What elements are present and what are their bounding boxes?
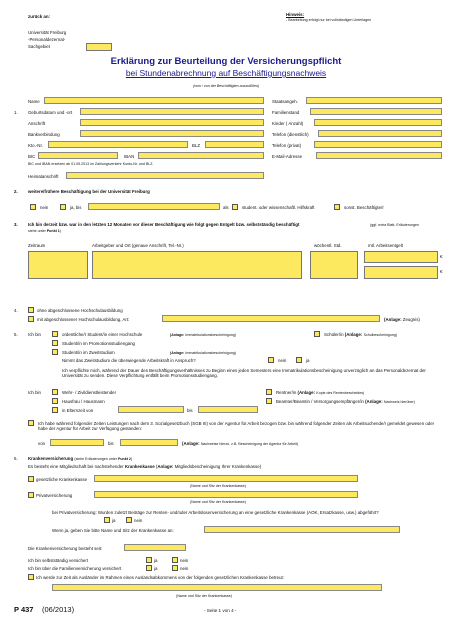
checkbox-nein[interactable] — [30, 204, 36, 210]
address-line: -Personaldezernat- — [28, 37, 66, 42]
checkbox-ja[interactable] — [296, 357, 302, 363]
children-field[interactable] — [314, 119, 442, 126]
wenn-ja-label: Wenn ja, geben Sie bitte Name und Sitz der Krankenkasse an: — [52, 528, 174, 533]
als-label: als — [223, 205, 229, 210]
address-field[interactable] — [80, 119, 264, 126]
bis-label: bis — [187, 408, 193, 413]
marital-field[interactable] — [310, 108, 442, 115]
checkbox-familie-ja[interactable] — [146, 565, 152, 571]
page-number: - Seite 1 von 4 - — [204, 608, 237, 613]
student-anlage: (Anlage: Immatrikulationsbescheinigung) — [170, 333, 236, 337]
section-number: 4. — [14, 308, 18, 313]
name-sitz-caption: (Name und Sitz der Krankenkasse) — [190, 484, 246, 488]
pv-ja-label: ja — [112, 518, 116, 523]
familie-ja-label: ja — [154, 566, 158, 571]
home-address-field[interactable] — [66, 172, 264, 179]
student-hilfskraft-label: student. oder wissenschaftl. Hilfskraft — [242, 205, 315, 210]
privat-label: Privatversicherung — [36, 493, 73, 498]
besteht-seit-field[interactable] — [124, 544, 186, 551]
checkbox-schueler[interactable] — [314, 331, 320, 337]
email-label: E-Mail-Adresse — [272, 154, 303, 159]
name-sitz-caption: (Name und Sitz der Krankenkasse) — [176, 594, 232, 598]
entgelt-field[interactable] — [364, 251, 438, 263]
wehrdienst-label: Wehr- / Zivildienstleistender — [62, 390, 117, 395]
form-date: (06/2013) — [42, 605, 75, 614]
sonst-label: sonst. Beschäftigte/r — [344, 205, 384, 210]
section-3-note2: siehe unter Punkt 1) — [28, 229, 61, 233]
selbst-label: Ich bin selbstständig versichert — [28, 558, 89, 563]
bis-date-field[interactable] — [88, 203, 220, 210]
checkbox-gesetzlich[interactable] — [28, 476, 34, 482]
nationality-label: Staatsangeh. — [272, 99, 298, 104]
checkbox-mit-hochschule[interactable] — [28, 316, 34, 322]
hinweis-text: - Bearbeitung erfolgt nur bei vollständigen Unterlagen — [286, 18, 372, 22]
promotion-label: Student/in im Promotionsstudiengang — [62, 341, 135, 346]
section-3-title: Ich bin derzeit bzw. war in den letzten 12 Monaten vor dieser Beschäftigung wie folgt gegen Entgelt bzw. selbstständig beschäftigt — [28, 222, 300, 227]
bank-label: Bankverbindung — [28, 132, 60, 137]
section-number: 1. — [14, 110, 18, 115]
checkbox-pv-nein[interactable] — [126, 517, 132, 523]
account-field[interactable] — [48, 141, 188, 148]
checkbox-ja-bis[interactable] — [60, 204, 66, 210]
phone-private-field[interactable] — [314, 141, 442, 148]
ja-label: ja — [306, 358, 310, 363]
checkbox-privat[interactable] — [28, 492, 34, 498]
pv-nein-label: nein — [134, 518, 143, 523]
beamter-label: Beamter/Beamtin / Versorgungsempfänger/in (Anlage: Nachweis hierüber) — [276, 399, 415, 404]
pv-text: bei Privatversicherung: Wurden zuletzt Beiträge zur Renten- und/oder Arbeitslosenversicherung an eine gesetzliche Krankenkasse (AOK, Ersatzkasse, usw.) abgeführt? — [52, 510, 379, 515]
zeugnis-anlage: (Anlage: Zeugnis) — [384, 317, 420, 322]
zeitraum-field[interactable] — [28, 251, 88, 279]
checkbox-sonst[interactable] — [334, 204, 340, 210]
page-title: Erklärung zur Beurteilung der Versicherungspflicht — [110, 56, 342, 67]
checkbox-beamter[interactable] — [266, 398, 272, 404]
name-label: Name — [28, 99, 40, 104]
ich-bin-label-2: Ich bin — [28, 390, 41, 395]
bis-label: bis — [108, 441, 114, 446]
col-arbeitgeber: Arbeitgeber und Ort (genaue Anschrift, Tel.-Nr.) — [92, 243, 184, 248]
sachgebiet-field[interactable] — [86, 43, 112, 51]
section-number: 3. — [14, 222, 18, 227]
section-number: 5. — [14, 332, 18, 337]
bic-field[interactable] — [38, 152, 118, 159]
phone-work-label: Telefon (dienstlich) — [272, 132, 309, 137]
checkbox-selbst-nein[interactable] — [172, 557, 178, 563]
blz-field[interactable] — [205, 141, 264, 148]
alo-anlage: (Anlage: Nachweise hierzu, z.B. Bescheinigung der Agentur für Arbeit) — [182, 441, 299, 446]
zweitstudium-frage: Nimmt das Zweitstudium die überwiegende Arbeitskraft in Anspruch? — [62, 358, 196, 363]
section-number: 6. — [14, 456, 18, 461]
zweitstudium-label: Student/in im Zweitstudium — [62, 350, 115, 355]
pflicht-text: Ich verpflichte mich, während der Dauer des Beschäftigungsverhältnisses zu Beginn eines jeden Semesters eine Immatrikulationsbescheinigung unverzüglich an das Personaldezernat der Universität zu senden. Diese Verpflichtung entfällt beim Promotionsstudiengang. — [62, 368, 426, 379]
name-field[interactable] — [44, 97, 264, 104]
nationality-field[interactable] — [306, 97, 442, 104]
section-6-title: Krankenversicherung (siehe Erläuterungen unter Punkt 2) — [28, 456, 133, 461]
checkbox-zweitstudium[interactable] — [52, 349, 58, 355]
familie-label: Ich bin über die Familienversicherung versichert — [28, 566, 122, 571]
gesetzlich-label: gesetzliche Krankenkasse — [36, 477, 88, 482]
hochschule-art-field[interactable] — [162, 315, 380, 322]
blz-label: BLZ — [192, 143, 201, 148]
fill-note: (vom / von der Beschäftigten auszufüllen) — [192, 84, 260, 88]
privat-field[interactable] — [94, 491, 358, 498]
checkbox-promotion[interactable] — [52, 340, 58, 346]
entgelt-field-2[interactable] — [364, 266, 438, 279]
wenn-ja-field[interactable] — [204, 526, 400, 533]
nein-label: nein — [40, 205, 49, 210]
iban-label: IBAN — [124, 154, 135, 159]
schueler-label: Schüler/in (Anlage: Schulbescheinigung) — [324, 332, 397, 337]
elternzeit-von-field[interactable] — [118, 406, 184, 413]
form-number: P 437 — [14, 605, 34, 614]
bic-label: BIC — [28, 154, 36, 159]
checkbox-pv-ja[interactable] — [104, 517, 110, 523]
birth-label: Geburtsdatum und -ort — [28, 110, 73, 115]
checkbox-hausfrau[interactable] — [52, 398, 58, 404]
checkbox-selbst-ja[interactable] — [146, 557, 152, 563]
section-number: 2. — [14, 189, 18, 194]
phone-private-label: Telefon (privat) — [272, 143, 302, 148]
arbeitgeber-field[interactable] — [92, 251, 302, 279]
checkbox-wehrdienst[interactable] — [52, 389, 58, 395]
account-label: Kto.-Nr. — [28, 143, 43, 148]
ausland-field[interactable] — [52, 584, 382, 591]
checkbox-familie-nein[interactable] — [172, 565, 178, 571]
address-line: Sachgebiet — [28, 44, 50, 49]
arbeitslos-text: Ich habe während folgender Zeiten Leistungen nach dem 3. Sozialgesetzbuch (SGB III) von der Agentur für Arbeit bezogen bzw. bin während folgender Zeiten als Arbeitsuchende/r gemeldet gewesen oder habe der Agentur für Arbeit zur Verfügung gestanden: — [38, 421, 435, 432]
hinweis-title: Hinweis: — [286, 12, 305, 17]
ja-bis-label: ja, bis — [70, 205, 82, 210]
iban-note: BIC und IBAN ersetzen ab 01.05.2013 im Zahlungsverkehr Konto-Nr. und BLZ. — [28, 162, 154, 166]
col-stunden: wöchentl. Std. — [314, 243, 342, 248]
iban-field[interactable] — [138, 152, 264, 159]
checkbox-rentner[interactable] — [266, 389, 272, 395]
address-line: Universität Freiburg — [28, 30, 67, 35]
home-address-label: Heimatanschrift — [28, 174, 59, 179]
section-3-note: (ggf. extra Blatt, Erläuterungen — [370, 223, 419, 227]
email-field[interactable] — [316, 152, 442, 159]
nein-label: nein — [278, 358, 287, 363]
phone-work-field[interactable] — [318, 130, 442, 137]
besteht-seit-label: Die Krankenversicherung besteht seit: — [28, 546, 103, 551]
stunden-field[interactable] — [310, 251, 358, 279]
hausfrau-label: Hausfrau / Hausmann — [62, 399, 105, 404]
student-label: ordentliche/r Student/in einer Hochschule — [62, 332, 143, 337]
children-label: Kinder ( Anzahl) — [272, 121, 304, 126]
checkbox-elternzeit[interactable] — [52, 407, 58, 413]
checkbox-student-hilfskraft[interactable] — [232, 204, 238, 210]
checkbox-ohne-hochschule[interactable] — [28, 307, 34, 313]
elternzeit-bis-field[interactable] — [198, 406, 258, 413]
gesetzlich-field[interactable] — [94, 475, 358, 482]
von-label: von — [38, 441, 46, 446]
checkbox-ausland[interactable] — [28, 574, 34, 580]
birth-field[interactable] — [80, 108, 264, 115]
checkbox-student[interactable] — [52, 331, 58, 337]
address-label: Anschrift — [28, 121, 46, 126]
marital-label: Familienstand — [272, 110, 300, 115]
rentner-label: Rentner/in (Anlage: Kopie des Rentenbescheides) — [276, 390, 365, 395]
checkbox-nein[interactable] — [268, 357, 274, 363]
mit-hochschule-label: mit abgeschlossener Hochschulausbildung, Art: — [37, 317, 130, 322]
page-subtitle: bei Stundenabrechnung auf Beschäftigungsnachweis — [125, 68, 327, 78]
zweitstudium-anlage: (Anlage: Immatrikulationsbescheinigung) — [170, 351, 236, 355]
elternzeit-label: in Elternzeit von — [62, 408, 94, 413]
section-6-text: Es besteht eine Mitgliedschaft bei nachstehender Krankenkasse (Anlage: Mitgliedsbescheinigung Ihrer Krankenkasse) — [28, 464, 262, 469]
ich-bin-label: Ich bin — [28, 332, 41, 337]
ohne-hochschule-label: ohne abgeschlossene Hochschulausbildung — [37, 308, 123, 313]
checkbox-arbeitslos[interactable] — [28, 420, 34, 426]
selbst-nein-label: nein — [180, 558, 189, 563]
return-label: zurück an: — [28, 14, 50, 19]
section-2-title: weitere/frühere Beschäftigung bei der Universität Freiburg — [28, 189, 150, 194]
ausland-text: Ich werde zur Zeit als Ausländer im Rahmen eines Auslandsabkommens von der folgenden gesetzlichen Krankenkasse betreut: — [36, 575, 284, 580]
col-entgelt: mtl. Arbeitsentgelt — [368, 243, 403, 248]
name-sitz-caption: (Name und Sitz der Krankenkasse) — [190, 500, 246, 504]
bank-field[interactable] — [80, 130, 264, 137]
col-zeitraum: Zeitraum — [28, 243, 46, 248]
euro-sign: € — [440, 254, 443, 259]
alo-von-field[interactable] — [50, 439, 104, 446]
euro-sign: € — [440, 269, 443, 274]
selbst-ja-label: ja — [154, 558, 158, 563]
alo-bis-field[interactable] — [120, 439, 178, 446]
familie-nein-label: nein — [180, 566, 189, 571]
